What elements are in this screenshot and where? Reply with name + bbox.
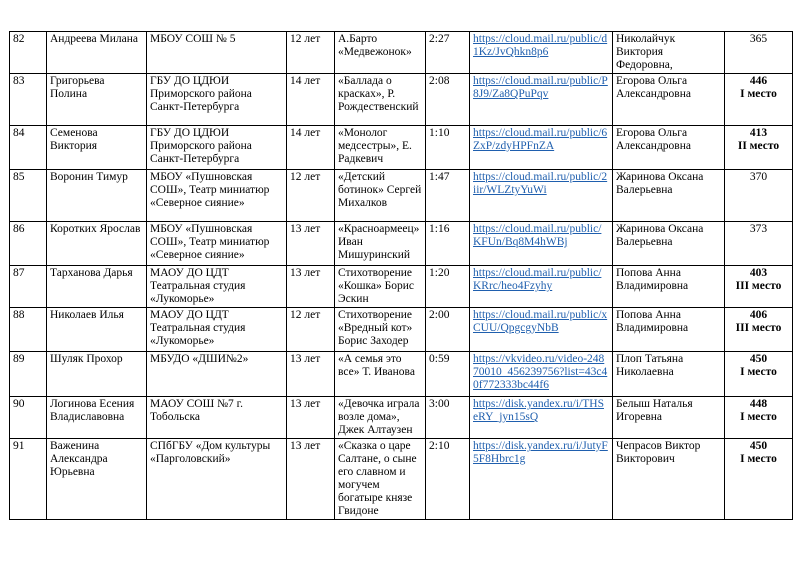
institution-cell bbox=[147, 308, 287, 352]
video-link[interactable]: https://cloud.mail.ru/public/KRrc/heo4Fzyhy bbox=[473, 267, 602, 292]
participant-name-cell bbox=[47, 352, 147, 397]
video-link-cell bbox=[470, 32, 613, 74]
institution: ГБУ ДО ЦДЮИ Приморского района Санкт-Петербурга bbox=[150, 127, 252, 165]
performed-work: А.Барто «Медвежонок» bbox=[338, 33, 412, 58]
institution: МБОУ СОШ № 5 bbox=[150, 33, 236, 45]
teacher-name: Жаринова Оксана Валерьевна bbox=[616, 171, 704, 196]
institution: МАОУ ДО ЦДТ Театральная студия «Лукоморье» bbox=[150, 309, 246, 347]
score-value: 446 bbox=[749, 75, 768, 87]
participant-name-cell bbox=[47, 170, 147, 222]
participant-name-cell bbox=[47, 308, 147, 352]
participant-name: Тарханова Дарья bbox=[50, 267, 133, 279]
score-cell bbox=[725, 352, 793, 397]
teacher-name-cell bbox=[613, 74, 725, 126]
performance-duration-cell bbox=[426, 308, 470, 352]
institution-cell bbox=[147, 222, 287, 266]
row-number: 85 bbox=[13, 171, 25, 183]
table-row bbox=[10, 308, 793, 352]
performed-work-cell bbox=[335, 397, 426, 439]
participant-age-cell bbox=[287, 308, 335, 352]
video-link[interactable]: https://cloud.mail.ru/public/xCUU/QpgcgyNbB bbox=[473, 309, 608, 334]
participant-name: Коротких Ярослав bbox=[50, 223, 141, 235]
score-value: 450 bbox=[749, 440, 768, 452]
score-value: 403 bbox=[749, 267, 768, 279]
teacher-name-cell bbox=[613, 126, 725, 170]
institution: СПбГБУ «Дом культуры «Парголовский» bbox=[150, 440, 271, 465]
row-number: 87 bbox=[13, 267, 25, 279]
performance-duration-cell bbox=[426, 397, 470, 439]
institution: МБОУ «Пушновская СОШ», Театр миниатюр «Северное сияние» bbox=[150, 171, 270, 209]
row-number: 82 bbox=[13, 33, 25, 45]
results-table bbox=[9, 31, 793, 520]
video-link[interactable]: https://cloud.mail.ru/public/2iir/WLZtyYuWi bbox=[473, 171, 608, 196]
score-value: 406 bbox=[749, 309, 768, 321]
participant-name-cell bbox=[47, 266, 147, 308]
performed-work-cell bbox=[335, 32, 426, 74]
score-cell bbox=[725, 397, 793, 439]
performed-work-cell bbox=[335, 308, 426, 352]
row-number: 88 bbox=[13, 309, 25, 321]
performed-work: «Девочка играла возле дома», Джек Алтаузен bbox=[338, 398, 420, 436]
score-value: 448 bbox=[749, 398, 768, 410]
participant-age-cell bbox=[287, 126, 335, 170]
place-award: I место bbox=[740, 366, 777, 378]
performed-work: «Сказка о царе Салтане, о сыне его славном и могучем богатыре князе Гвидоне bbox=[338, 440, 417, 517]
score-cell bbox=[725, 126, 793, 170]
performance-duration-cell bbox=[426, 74, 470, 126]
row-number-cell bbox=[10, 308, 47, 352]
row-number: 83 bbox=[13, 75, 25, 87]
table-row bbox=[10, 397, 793, 439]
teacher-name: Плоп Татьяна Николаевна bbox=[616, 353, 684, 378]
participant-name: Шуляк Прохор bbox=[50, 353, 123, 365]
row-number-cell bbox=[10, 222, 47, 266]
video-link-cell bbox=[470, 266, 613, 308]
institution-cell bbox=[147, 126, 287, 170]
table-row bbox=[10, 74, 793, 126]
video-link-cell bbox=[470, 126, 613, 170]
participant-age: 12 лет bbox=[290, 309, 321, 321]
performance-duration-cell bbox=[426, 222, 470, 266]
participant-age-cell bbox=[287, 170, 335, 222]
participant-age-cell bbox=[287, 222, 335, 266]
video-link[interactable]: https://cloud.mail.ru/public/P8J9/Za8QPuPqv bbox=[473, 75, 608, 100]
performance-duration: 2:00 bbox=[429, 309, 450, 321]
score-cell bbox=[725, 308, 793, 352]
video-link-cell bbox=[470, 397, 613, 439]
row-number-cell bbox=[10, 439, 47, 520]
video-link[interactable]: https://vkvideo.ru/video-24870010_456239756?list=43c40f772333bc44f6 bbox=[473, 353, 608, 391]
performance-duration-cell bbox=[426, 352, 470, 397]
participant-age: 13 лет bbox=[290, 398, 321, 410]
performed-work: «Баллада о красках», Р. Рождественский bbox=[338, 75, 419, 113]
row-number: 91 bbox=[13, 440, 25, 452]
participant-name-cell bbox=[47, 222, 147, 266]
place-award: III место bbox=[735, 322, 782, 334]
performed-work: Стихотворение «Кошка» Борис Эскин bbox=[338, 267, 414, 305]
performed-work: «Детский ботинок» Сергей Михалков bbox=[338, 171, 422, 209]
teacher-name: Жаринова Оксана Валерьевна bbox=[616, 223, 704, 248]
institution-cell bbox=[147, 352, 287, 397]
table-row bbox=[10, 126, 793, 170]
teacher-name-cell bbox=[613, 352, 725, 397]
performance-duration-cell bbox=[426, 439, 470, 520]
teacher-name: Попова Анна Владимировна bbox=[616, 309, 689, 334]
row-number-cell bbox=[10, 32, 47, 74]
score-cell bbox=[725, 266, 793, 308]
teacher-name: Попова Анна Владимировна bbox=[616, 267, 689, 292]
performed-work: «Красноармеец» Иван Мишуринский bbox=[338, 223, 420, 261]
score-cell bbox=[725, 170, 793, 222]
table-row bbox=[10, 170, 793, 222]
participant-age: 13 лет bbox=[290, 440, 321, 452]
participant-name-cell bbox=[47, 439, 147, 520]
row-number-cell bbox=[10, 397, 47, 439]
table-row bbox=[10, 222, 793, 266]
institution-cell bbox=[147, 266, 287, 308]
teacher-name-cell bbox=[613, 266, 725, 308]
performance-duration: 3:00 bbox=[429, 398, 450, 410]
participant-age: 13 лет bbox=[290, 223, 321, 235]
participant-name: Николаев Илья bbox=[50, 309, 124, 321]
institution-cell bbox=[147, 32, 287, 74]
table-row bbox=[10, 439, 793, 520]
participant-name-cell bbox=[47, 126, 147, 170]
place-award: I место bbox=[740, 411, 777, 423]
participant-age-cell bbox=[287, 32, 335, 74]
participant-age-cell bbox=[287, 439, 335, 520]
score-value: 370 bbox=[749, 171, 768, 183]
institution: МБОУ «Пушновская СОШ», Театр миниатюр «Северное сияние» bbox=[150, 223, 270, 261]
row-number-cell bbox=[10, 74, 47, 126]
video-link-cell bbox=[470, 308, 613, 352]
place-award: III место bbox=[735, 280, 782, 292]
score-cell bbox=[725, 222, 793, 266]
table-row bbox=[10, 32, 793, 74]
teacher-name: Николайчук Виктория Федоровна, bbox=[616, 33, 676, 71]
participant-age: 12 лет bbox=[290, 171, 321, 183]
institution: МАОУ СОШ №7 г. Тобольска bbox=[150, 398, 243, 423]
performance-duration: 2:08 bbox=[429, 75, 450, 87]
performance-duration: 2:27 bbox=[429, 33, 450, 45]
institution: МАОУ ДО ЦДТ Театральная студия «Лукоморье» bbox=[150, 267, 246, 305]
performance-duration: 1:20 bbox=[429, 267, 450, 279]
performance-duration: 1:10 bbox=[429, 127, 450, 139]
video-link[interactable]: https://cloud.mail.ru/public/6ZxP/zdyHPFnZA bbox=[473, 127, 608, 152]
video-link[interactable]: https://disk.yandex.ru/i/JutyF5F8Hbrc1g bbox=[473, 440, 608, 465]
performed-work-cell bbox=[335, 170, 426, 222]
row-number: 86 bbox=[13, 223, 25, 235]
participant-name: Семенова Виктория bbox=[50, 127, 98, 152]
teacher-name-cell bbox=[613, 222, 725, 266]
score-cell bbox=[725, 32, 793, 74]
performed-work-cell bbox=[335, 352, 426, 397]
performed-work-cell bbox=[335, 74, 426, 126]
institution-cell bbox=[147, 170, 287, 222]
place-award: II место bbox=[737, 140, 780, 152]
video-link-cell bbox=[470, 74, 613, 126]
performed-work: Стихотворение «Вредный кот» Борис Заходер bbox=[338, 309, 413, 347]
score-cell bbox=[725, 439, 793, 520]
participant-age-cell bbox=[287, 397, 335, 439]
institution-cell bbox=[147, 397, 287, 439]
institution: ГБУ ДО ЦДЮИ Приморского района Санкт-Петербурга bbox=[150, 75, 252, 113]
performance-duration: 0:59 bbox=[429, 353, 450, 365]
score-cell bbox=[725, 74, 793, 126]
performed-work-cell bbox=[335, 439, 426, 520]
teacher-name: Егорова Ольга Александровна bbox=[616, 75, 691, 100]
institution-cell bbox=[147, 74, 287, 126]
participant-age: 12 лет bbox=[290, 33, 321, 45]
performance-duration-cell bbox=[426, 126, 470, 170]
row-number: 90 bbox=[13, 398, 25, 410]
row-number-cell bbox=[10, 126, 47, 170]
teacher-name-cell bbox=[613, 32, 725, 74]
participant-name-cell bbox=[47, 74, 147, 126]
row-number: 89 bbox=[13, 353, 25, 365]
performed-work: «А семья это все» Т. Иванова bbox=[338, 353, 415, 378]
institution-cell bbox=[147, 439, 287, 520]
video-link[interactable]: https://disk.yandex.ru/i/THSeRY_jyn15sQ bbox=[473, 398, 604, 423]
performance-duration-cell bbox=[426, 170, 470, 222]
score-value: 450 bbox=[749, 353, 768, 365]
participant-name: Важенина Александра Юрьевна bbox=[50, 440, 108, 478]
performance-duration-cell bbox=[426, 32, 470, 74]
teacher-name-cell bbox=[613, 170, 725, 222]
table-row bbox=[10, 266, 793, 308]
participant-name: Воронин Тимур bbox=[50, 171, 128, 183]
performance-duration: 1:16 bbox=[429, 223, 450, 235]
teacher-name-cell bbox=[613, 439, 725, 520]
participant-name: Логинова Есения Владиславовна bbox=[50, 398, 135, 423]
participant-age: 13 лет bbox=[290, 353, 321, 365]
participant-age: 14 лет bbox=[290, 75, 321, 87]
performance-duration: 1:47 bbox=[429, 171, 450, 183]
teacher-name: Чепрасов Виктор Викторович bbox=[616, 440, 701, 465]
performed-work-cell bbox=[335, 126, 426, 170]
participant-age: 14 лет bbox=[290, 127, 321, 139]
video-link-cell bbox=[470, 222, 613, 266]
performed-work-cell bbox=[335, 222, 426, 266]
video-link[interactable]: https://cloud.mail.ru/public/KFUn/Bq8M4hWBj bbox=[473, 223, 602, 248]
score-value: 413 bbox=[749, 127, 768, 139]
row-number-cell bbox=[10, 266, 47, 308]
row-number: 84 bbox=[13, 127, 25, 139]
performed-work-cell bbox=[335, 266, 426, 308]
participant-name-cell bbox=[47, 32, 147, 74]
participant-age-cell bbox=[287, 266, 335, 308]
participant-name: Григорьева Полина bbox=[50, 75, 105, 100]
video-link-cell bbox=[470, 439, 613, 520]
place-award: I место bbox=[740, 88, 777, 100]
teacher-name-cell bbox=[613, 397, 725, 439]
place-award: I место bbox=[740, 453, 777, 465]
teacher-name: Егорова Ольга Александровна bbox=[616, 127, 691, 152]
table-row bbox=[10, 352, 793, 397]
performed-work: «Монолог медсестры», Е. Радкевич bbox=[338, 127, 412, 165]
participant-age-cell bbox=[287, 74, 335, 126]
institution: МБУДО «ДШИ№2» bbox=[150, 353, 249, 365]
video-link-cell bbox=[470, 352, 613, 397]
participant-age-cell bbox=[287, 352, 335, 397]
performance-duration: 2:10 bbox=[429, 440, 450, 452]
video-link-cell bbox=[470, 170, 613, 222]
participant-name-cell bbox=[47, 397, 147, 439]
performance-duration-cell bbox=[426, 266, 470, 308]
row-number-cell bbox=[10, 170, 47, 222]
participant-age: 13 лет bbox=[290, 267, 321, 279]
participant-name: Андреева Милана bbox=[50, 33, 139, 45]
video-link[interactable]: https://cloud.mail.ru/public/d1Kz/JvQhkn8p6 bbox=[473, 33, 608, 58]
teacher-name-cell bbox=[613, 308, 725, 352]
score-value: 365 bbox=[749, 33, 768, 45]
score-value: 373 bbox=[749, 223, 768, 235]
teacher-name: Белыш Наталья Игоревна bbox=[616, 398, 693, 423]
row-number-cell bbox=[10, 352, 47, 397]
